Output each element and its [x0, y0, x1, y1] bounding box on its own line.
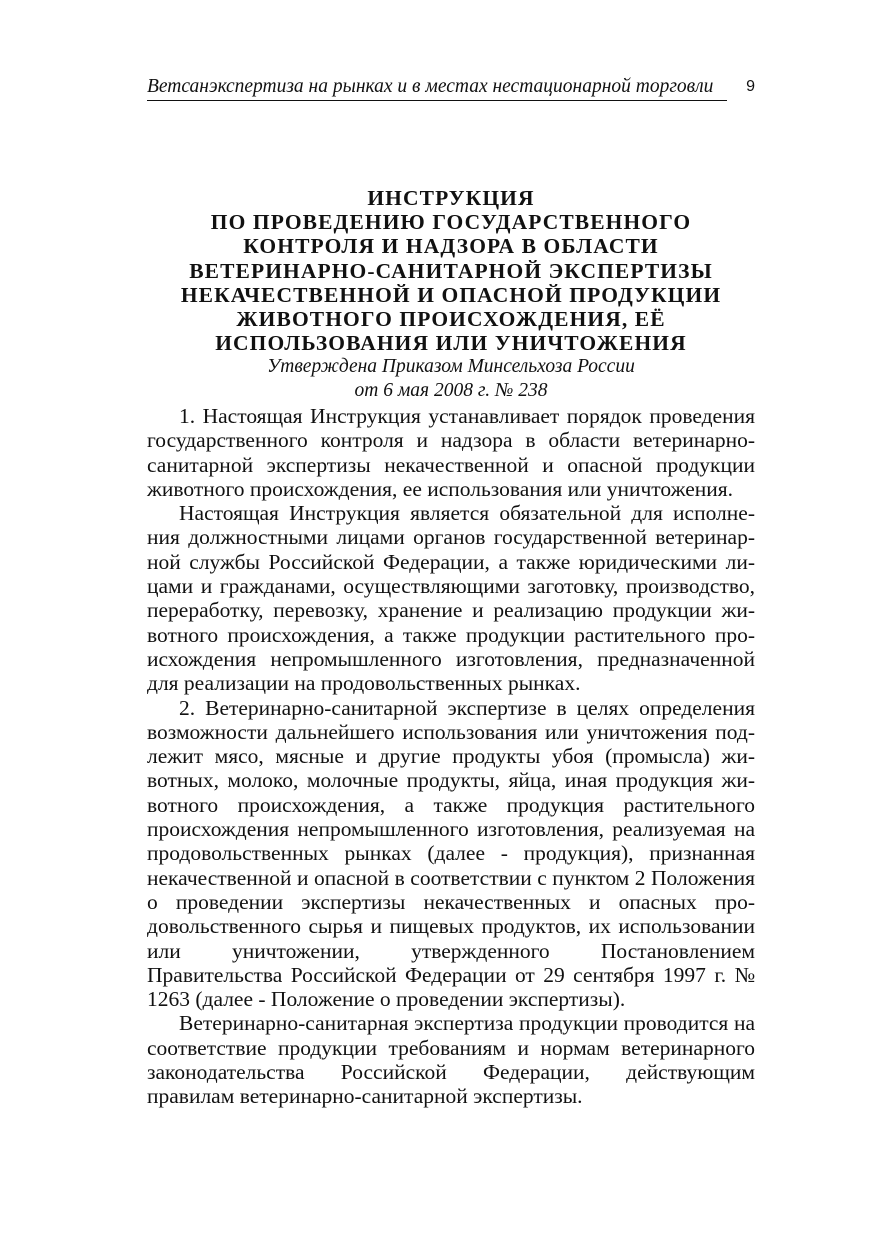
approval-line: Утверждена Приказом Минсельхоза России — [267, 356, 635, 378]
running-title: Ветсанэкспертиза на рынках и в местах нестационарной торговли — [147, 76, 714, 97]
title-line: ИНСТРУКЦИЯ — [367, 186, 535, 210]
paragraph-3: 2. Ветеринарно-санитарной экспертизе в целях определения возможности дальнейшего использования или уничтожения подлежит мясо, мясные и другие продукты убоя (промысла) животных, молоко, молочные продукты, яйца, иная продукция животного происхождения, а также продукция растительного происхождения непромышленного изготовления, реализуемая на продовольственных рынках (далее - продукция), признанная некачественной и опасной в соответствии с пунктом 2 Положения о проведении экспертизы некачественных и опасных продовольственного сырья и пищевых продуктов, их использовании или уничтожении, утвержденного Постановлением Правительства Российской Федерации от 29 сентября 1997 г. № 1263 (далее - Положение о проведении экспертизы). — [147, 695, 755, 1012]
paragraph-1: 1. Настоящая Инструкция устанавливает порядок проведения государственного контроля и надзора в области ветеринарно-санитарной экспертизы некачественной и опасной продукции животного происхождения, ее использования или уничтожения. — [147, 404, 755, 501]
title-line: КОНТРОЛЯ И НАДЗОРА В ОБЛАСТИ — [243, 234, 659, 259]
title-line: ИСПОЛЬЗОВАНИЯ ИЛИ УНИЧТОЖЕНИЯ — [215, 331, 687, 356]
document-title-block — [147, 186, 755, 403]
title-line: НЕКАЧЕСТВЕННОЙ И ОПАСНОЙ ПРОДУКЦИИ — [180, 282, 722, 307]
title-line: ЖИВОТНОГО ПРОИСХОЖДЕНИЯ, ЕЁ — [236, 307, 666, 332]
header-rule — [147, 100, 727, 101]
running-header — [147, 76, 755, 98]
paragraph-2: Настоящая Инструкция является обязательной для исполнения должностными лицами органов государственной ветеринарной службы Российской Федерации, а также юридическими лицами и гражданами, осуществляющими заготовку, производство, переработку, перевозку, хранение и реализацию продукции животного происхождения, а также продукции растительного происхождения непромышленного изготовления, предназначенной для реализации на продовольственных рынках. — [147, 501, 755, 696]
title-line: ПО ПРОВЕДЕНИЮ ГОСУДАРСТВЕННОГО — [210, 210, 692, 235]
page-number: 9 — [746, 78, 755, 95]
approval-date-line: от 6 мая 2008 г. № 238 — [354, 380, 548, 402]
title-line: ВЕТЕРИНАРНО-САНИТАРНОЙ ЭКСПЕРТИЗЫ — [189, 258, 713, 283]
paragraph-4: Ветеринарно-санитарная экспертиза продукции проводится на соответствие продукции требованиям и нормам ветеринарного законодательства Российской Федерации, действующим правилам ветеринарно-санитарной экспертизы. — [147, 1011, 755, 1109]
body-text — [147, 404, 755, 1109]
